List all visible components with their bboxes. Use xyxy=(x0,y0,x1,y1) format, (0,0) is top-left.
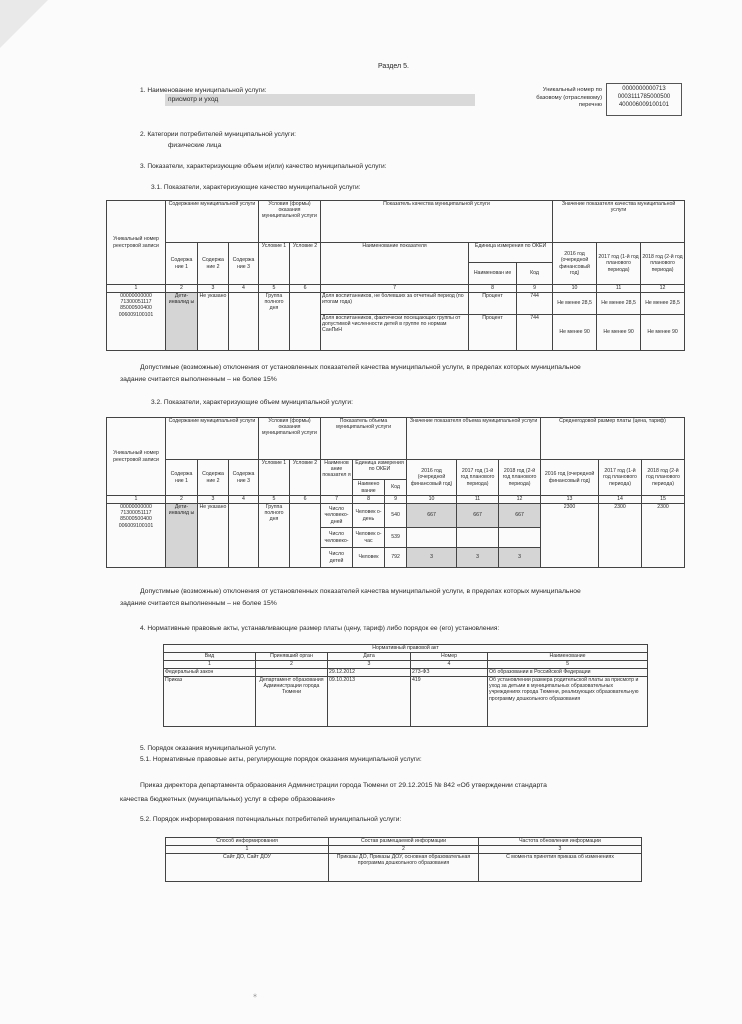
s1-value: присмотр и уход xyxy=(168,96,219,103)
uniq-cell: 00000000000 71300051117 85000500400 006009100101 xyxy=(107,293,166,351)
dev2-line1: Допустимые (возможные) отклонения от установленных показателей качества муниципальной услуги, в пределах которых муниципальное xyxy=(140,588,581,595)
h-content: Содержание муниципальной услуги xyxy=(166,201,259,243)
uniq-number-box: 0000000000713 0003111785000500 400006009100101 xyxy=(606,83,682,116)
s5-label: 5. Порядок оказания муниципальной услуги. xyxy=(140,745,277,752)
s32-label: 3.2. Показатели, характеризующие объем муниципальной услуги: xyxy=(151,399,353,406)
cond-cell: Группа полного дня xyxy=(259,293,290,351)
h-year-2018: 2018 год (2-й год планового периода) xyxy=(641,243,685,285)
h-unit-name: Наименован ие xyxy=(469,263,517,285)
dev1-line2: задание считается выполненным – не более 15% xyxy=(120,376,277,383)
info-table: Способ информирования Состав размещаемой информации Частота обновления информации 1 2 3 Сайт ДО, Сайт ДОУ Приказы ДО, Приказы ДОУ, основная образовательная программа дошкольного образования С момента принятия приказа об изменениях xyxy=(165,837,642,882)
table-row: 00000000000 71300051117 85000500400 006009100101 Дети-инвалид ы Не указано Группа полного дня Число человеко-дней Человек о-день 540 667 667 667 2300 2300 2300 xyxy=(107,504,685,528)
table-row: Федеральный закон 29.12.2012 273-ФЗ Об образовании в Российской Федерации xyxy=(164,669,648,677)
table-row: Число человеко- Человек о-час 539 xyxy=(107,528,685,548)
h-content-2: Содержа ние 2 xyxy=(198,243,229,285)
table-row: 00000000000 71300051117 85000500400 006009100101 Дети-инвалид ы Не указано Группа полного дня Доля воспитанников, не болевших за отчетный период (по итогам года) Процент 744 Не менее 28,5 Не менее 28,5 Не менее 28,5 xyxy=(107,293,685,315)
content2-cell: Не указано xyxy=(198,293,229,351)
s1-label: 1. Наименование муниципальной услуги: xyxy=(140,87,267,94)
num-row: 1 2 3 4 5 6 7 8 9 10 11 12 13 14 15 xyxy=(107,496,685,504)
table-row: Число детей Человек 792 3 3 3 xyxy=(107,548,685,568)
table-row: Приказ Департамент образования Администрации города Тюмени 09.10.2013 419 Об установлении размера родительской платы за присмотр и уход за детьми в муниципальных образовательных учреждениях города Тюмени, реализующих образовательную программу дошкольного образования xyxy=(164,677,648,727)
h-vol-name: Наименов ание показател я xyxy=(321,460,353,496)
dev1-line1: Допустимые (возможные) отклонения от установленных показателей качества муниципальной услуги, в пределах которых муниципальное xyxy=(140,364,581,371)
s52-label: 5.2. Порядок информирования потенциальных потребителей муниципальной услуги: xyxy=(140,816,402,823)
content1-cell: Дети-инвалид ы xyxy=(166,293,198,351)
h-vol-indicator: Показатель объема муниципальной услуги xyxy=(321,418,407,460)
h-uniq: Уникальный номер реестровой записи xyxy=(107,201,166,285)
h-price: Среднегодовой размер платы (цена, тариф) xyxy=(541,418,685,460)
order-line1: Приказ директора департамента образования Администрации города Тюмени от 29.12.2015 № 842 «Об утверждении стандарта xyxy=(140,782,547,789)
h-ind-name: Наименование показателя xyxy=(321,243,469,285)
uniq-number-label: Уникальный номер по базовому (отраслевому) перечню xyxy=(536,87,602,108)
quality-table xyxy=(106,200,685,351)
h-cond-2: Условие 2 xyxy=(290,243,321,285)
section-title: Раздел 5. xyxy=(378,63,409,70)
s3-label: 3. Показатели, характеризующие объем и(или) качество муниципальной услуги: xyxy=(140,163,387,170)
h-unit-code: Код xyxy=(517,263,553,285)
h-content-3: Содержа ние 3 xyxy=(229,243,259,285)
table-row: Доля воспитанников, фактически посещающих группы от допустимой численности детей в группе по нормам СанПиН Процент 744 Не менее 90 Не менее 90 Не менее 90 xyxy=(107,315,685,351)
h-value: Значение показателя качества муниципальной услуги xyxy=(553,201,685,243)
h-year-2017: 2017 год (1-й год планового периода) xyxy=(597,243,641,285)
s51-label: 5.1. Нормативные правовые акты, регулирующие порядок оказания муниципальной услуги: xyxy=(140,756,422,763)
h-unit: Единица измерения по ОКЕИ xyxy=(469,243,553,263)
table-row: Сайт ДО, Сайт ДОУ Приказы ДО, Приказы ДОУ, основная образовательная программа дошкольного образования С момента принятия приказа об изменениях xyxy=(166,854,642,882)
dev2-line2: задание считается выполненным – не более 15% xyxy=(120,600,277,607)
acts-table: Нормативный правовой акт Вид Принявший орган Дата Номер Наименование 1 2 3 4 5 Федеральный закон 29.12.2012 273-ФЗ Об образовании в Российской Федерации Приказ Департамент образования Администрации города Тюмени 09.10.2013 419 Об установлении размера родительской платы за присмотр и уход за детьми в муниципальных образовательных учреждениях города Тюмени, реализующих образовательную программу дошкольного образования xyxy=(163,644,648,727)
s4-label: 4. Нормативные правовые акты, устанавливающие размер платы (цену, тариф) либо порядок ее (его) установления: xyxy=(140,625,500,632)
s31-label: 3.1. Показатели, характеризующие качество муниципальной услуги: xyxy=(151,184,361,191)
h-uniq: Уникальный номер реестровой записи xyxy=(107,418,166,496)
page-mark: ⁎ xyxy=(253,990,257,999)
s2-value: физические лица xyxy=(168,142,222,149)
s2-label: 2. Категории потребителей муниципальной услуги: xyxy=(140,131,296,138)
volume-table: Уникальный номер реестровой записи Содержание муниципальной услуги Условия (формы) оказания муниципальной услуги Показатель объема муниципальной услуги Значение показателя объема муниципальной услуги Среднегодовой размер платы (цена, тариф) Содержа ние 1 Содержа ние 2 Содержа ние 3 Условие 1 Условие 2 Наименов ание показател я Единица измерения по ОКЕИ 2016 год (очередной финансовый год) 2017 год (1-й год планового периода) 2018 год (2-й год планового периода) 2016 год (очередной финансовый год) 2017 год (1-й год планового периода) 2018 год (2-й год планового периода) Наимено вание Код 1 2 3 4 5 6 7 8 9 10 11 12 13 14 15 00000000000 71300051117 85000500400 006009100101 Дети-инвалид ы Не указано Группа полного дня Число человеко-дней Человек о-день 540 667 667 667 2300 2300 2300 Число человеко- Человек о-час 539 Число детей Человек 792 3 3 3 xyxy=(106,417,685,568)
ind-name-cell: Доля воспитанников, не болевших за отчетный период (по итогам года) xyxy=(321,293,469,315)
page-fold xyxy=(0,0,48,48)
num-row: 1 2 3 4 5 6 7 8 9 10 11 12 xyxy=(107,285,685,293)
h-cond: Условия (формы) оказания муниципальной услуги xyxy=(259,201,321,243)
h-content-1: Содержа ние 1 xyxy=(166,243,198,285)
h-cond-1: Условие 1 xyxy=(259,243,290,285)
h-indicator: Показатель качества муниципальной услуги xyxy=(321,201,553,243)
ind-name-cell: Доля воспитанников, фактически посещающих группы от допустимой численности детей в группе по нормам СанПиН xyxy=(321,315,469,351)
h-vol-value: Значение показателя объема муниципальной услуги xyxy=(407,418,541,460)
order-line2: качества бюджетных (муниципальных) услуг в сфере образования» xyxy=(120,796,336,803)
h-year-2016: 2016 год (очередной финансовый год) xyxy=(553,243,597,285)
